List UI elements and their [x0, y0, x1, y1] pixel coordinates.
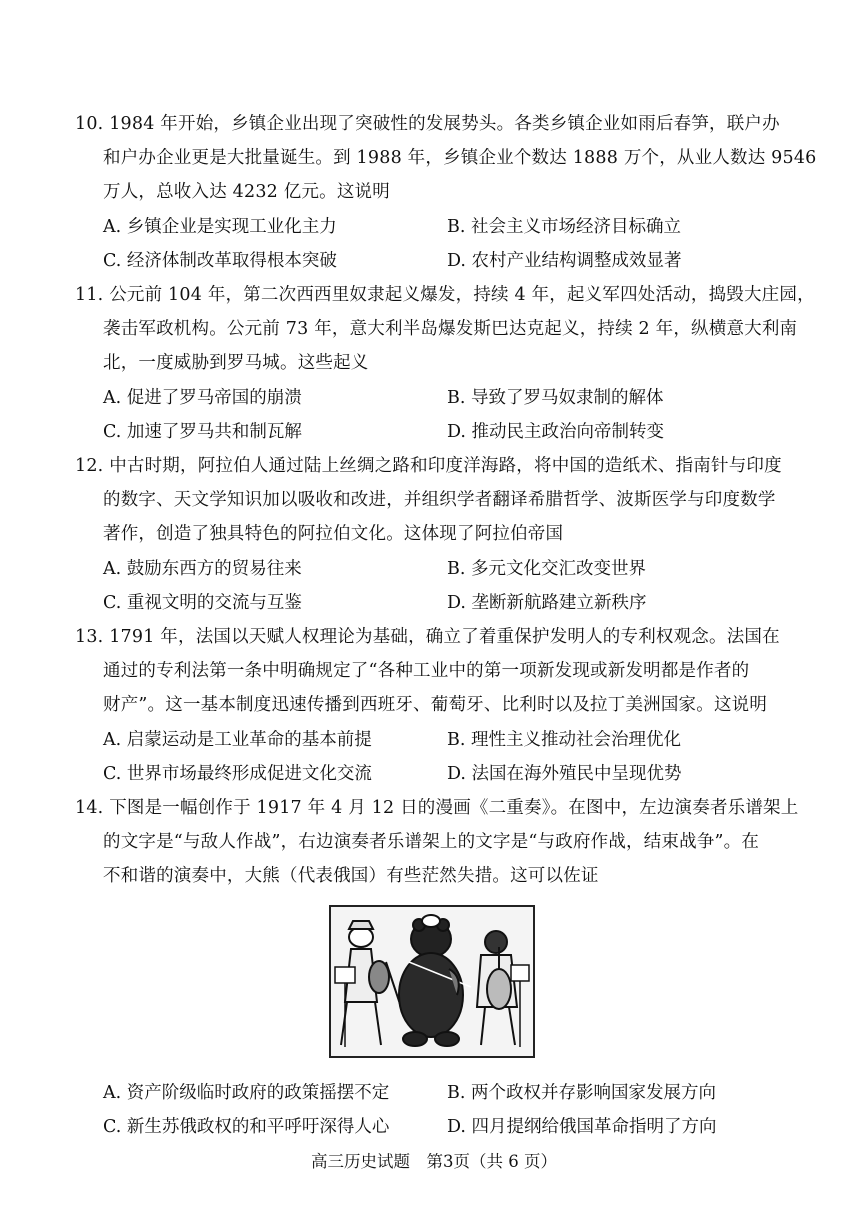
question-14-option-d[interactable]: D. 四月提纲给俄国革命指明了方向 — [447, 1117, 717, 1138]
question-11-line-2: 袭击军政机构。公元前 73 年，意大利半岛爆发斯巴达克起义，持续 2 年，纵横意大利南 — [103, 319, 798, 340]
question-11 — [75, 278, 815, 449]
question-10-option-d[interactable]: D. 农村产业结构调整成效显著 — [447, 250, 682, 271]
question-13-option-a[interactable]: A. 启蒙运动是工业革命的基本前提 — [103, 729, 372, 750]
question-10 — [75, 107, 817, 278]
question-14-line-3: 不和谐的演奏中，大熊（代表俄国）有些茫然失措。这可以佐证 — [103, 866, 599, 887]
question-14-line-1: 14. 下图是一幅创作于 1917 年 4 月 12 日的漫画《二重奏》。在图中，左边演奏者乐谱架上 — [75, 798, 799, 818]
question-14-options — [75, 1076, 795, 1144]
question-11-option-a[interactable]: A. 促进了罗马帝国的崩溃 — [103, 387, 302, 408]
question-12-line-2: 的数字、天文学知识加以吸收和改进，并组织学者翻译希腊哲学、波斯医学与印度数学 — [103, 490, 776, 511]
question-12-option-c[interactable]: C. 重视文明的交流与互鉴 — [103, 592, 302, 613]
question-13-line-3: 财产”。这一基本制度迅速传播到西班牙、葡萄牙、比利时以及拉丁美洲国家。这说明 — [103, 695, 768, 716]
question-11-line-3: 北，一度威胁到罗马城。这些起义 — [103, 353, 369, 374]
question-10-line-2: 和户办企业更是大批量诞生。到 1988 年，乡镇企业个数达 1888 万个，从业人数达 9546 — [103, 148, 817, 169]
question-10-options-row-2 — [75, 244, 795, 278]
question-11-line-1: 11. 公元前 104 年，第二次西西里奴隶起义爆发，持续 4 年，起义军四处活动，捣毁大庄园， — [75, 285, 815, 305]
question-12-option-b[interactable]: B. 多元文化交汇改变世界 — [447, 558, 646, 579]
question-12-line-3: 著作，创造了独具特色的阿拉伯文化。这体现了阿拉伯帝国 — [103, 524, 564, 545]
question-10-line-1: 10. 1984 年开始，乡镇企业出现了突破性的发展势头。各类乡镇企业如雨后春笋，联户办 — [75, 114, 780, 134]
question-13-line-1: 13. 1791 年，法国以天赋人权理论为基础，确立了着重保护发明人的专利权观念。法国在 — [75, 627, 780, 647]
question-13-option-c[interactable]: C. 世界市场最终形成促进文化交流 — [103, 763, 372, 784]
question-11-option-b[interactable]: B. 导致了罗马奴隶制的解体 — [447, 387, 664, 408]
question-13-options-row-2 — [75, 757, 795, 791]
question-12-options-row-2 — [75, 586, 795, 620]
question-11-options-row-1 — [75, 381, 795, 415]
question-12-line-1: 12. 中古时期，阿拉伯人通过陆上丝绸之路和印度洋海路，将中国的造纸术、指南针与印度 — [75, 456, 782, 476]
question-12-options-row-1 — [75, 552, 795, 586]
question-11-option-d[interactable]: D. 推动民主政治向帝制转变 — [447, 421, 665, 442]
question-10-line-3: 万人，总收入达 4232 亿元。这说明 — [103, 182, 390, 203]
page-footer: 高三历史试题 第3页（共 6 页） — [311, 1152, 557, 1171]
question-14-option-c[interactable]: C. 新生苏俄政权的和平呼吁深得人心 — [103, 1117, 390, 1138]
question-14-options-row-1 — [75, 1076, 795, 1110]
question-13-option-d[interactable]: D. 法国在海外殖民中呈现优势 — [447, 763, 682, 784]
question-12 — [75, 449, 795, 620]
question-13-line-2: 通过的专利法第一条中明确规定了“各种工业中的第一项新发现或新发明都是作者的 — [103, 661, 750, 682]
duet-cartoon-image — [329, 905, 535, 1058]
question-14-option-a[interactable]: A. 资产阶级临时政府的政策摇摆不定 — [103, 1083, 390, 1103]
duet-cartoon-drawing — [331, 907, 533, 1056]
question-10-options-row-1 — [75, 210, 795, 244]
question-13-options-row-1 — [75, 723, 795, 757]
question-13-option-b[interactable]: B. 理性主义推动社会治理优化 — [447, 729, 681, 750]
question-12-option-d[interactable]: D. 垄断新航路建立新秩序 — [447, 592, 647, 613]
question-11-option-c[interactable]: C. 加速了罗马共和制瓦解 — [103, 421, 302, 442]
question-14-line-2: 的文字是“与敌人作战”，右边演奏者乐谱架上的文字是“与政府作战，结束战争”。在 — [103, 832, 760, 853]
question-10-option-a[interactable]: A. 乡镇企业是实现工业化主力 — [103, 216, 337, 237]
question-13 — [75, 620, 795, 791]
question-14-options-row-2 — [75, 1110, 795, 1144]
question-14 — [75, 791, 799, 894]
question-10-option-c[interactable]: C. 经济体制改革取得根本突破 — [103, 250, 337, 271]
question-12-option-a[interactable]: A. 鼓励东西方的贸易往来 — [103, 558, 302, 579]
question-14-option-b[interactable]: B. 两个政权并存影响国家发展方向 — [447, 1083, 716, 1103]
question-10-option-b[interactable]: B. 社会主义市场经济目标确立 — [447, 216, 681, 237]
question-11-options-row-2 — [75, 415, 795, 449]
